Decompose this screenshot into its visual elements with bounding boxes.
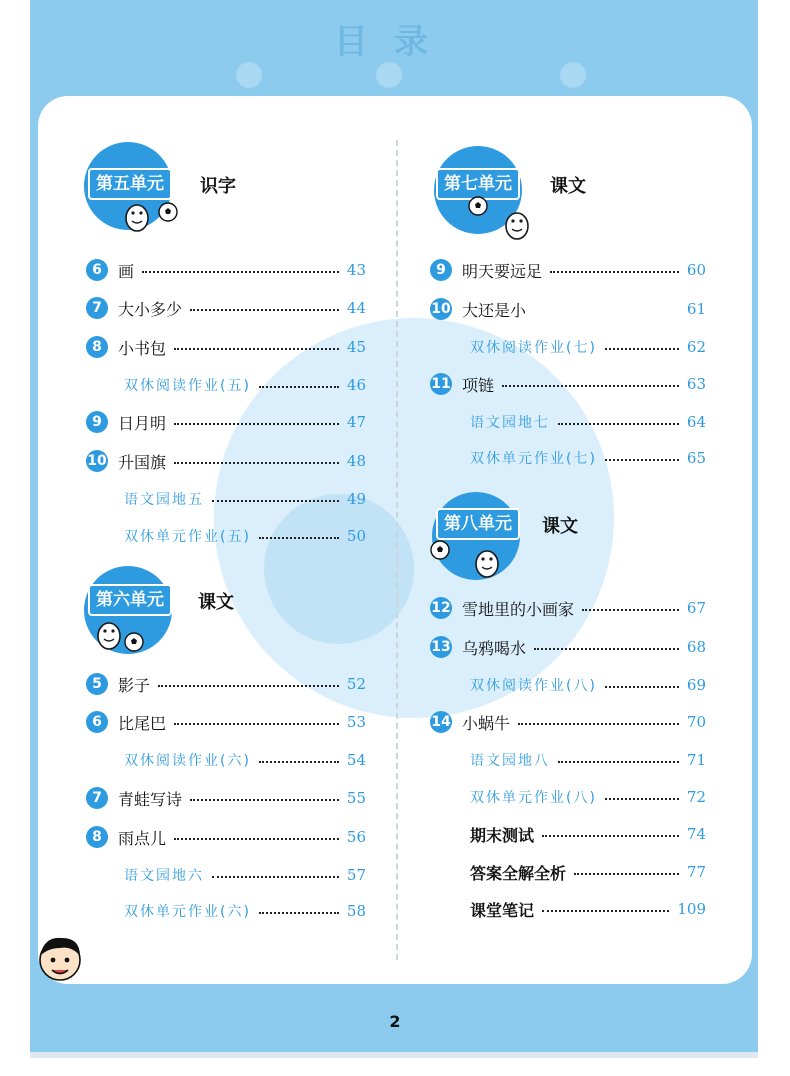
lesson-title: 影子 (118, 675, 151, 695)
toc-entry[interactable] (124, 486, 366, 512)
page-ref: 74 (686, 825, 706, 843)
leader-dots (558, 413, 679, 425)
lesson-number: 13 (430, 636, 452, 658)
toc-entry[interactable] (470, 747, 706, 773)
page-ref: 68 (686, 638, 706, 656)
leader-dots (174, 338, 339, 350)
unit-badge-label: 第六单元 (88, 584, 172, 616)
toc-entry[interactable] (124, 747, 366, 773)
boy-mascot-icon (30, 930, 90, 990)
leader-dots (190, 299, 339, 311)
leader-dots (259, 902, 339, 914)
unit-badge-label: 第七单元 (436, 168, 520, 200)
toc-entry[interactable] (124, 372, 366, 398)
leader-dots (558, 751, 679, 763)
lesson-title: 升国旗 (118, 452, 167, 472)
lesson-number: 14 (430, 711, 452, 733)
soccer-ball-icon (158, 202, 178, 222)
page-ref: 48 (346, 452, 366, 470)
page-ref: 62 (686, 338, 706, 356)
lesson-title: 大小多少 (118, 299, 183, 319)
dinosaur-mascot-icon (472, 542, 502, 578)
unit-badge-label: 第五单元 (88, 168, 172, 200)
soccer-ball-icon (376, 62, 402, 88)
page-ref: 109 (677, 900, 706, 918)
unit-subject: 课文 (542, 516, 578, 537)
soccer-ball-icon (468, 196, 488, 216)
dinosaur-mascot-icon (122, 196, 152, 232)
toc-entry[interactable] (86, 671, 366, 697)
page-shadow (30, 1052, 758, 1058)
homework-title: 语文园地八 (470, 753, 550, 769)
homework-title: 双休单元作业(五) (124, 529, 251, 545)
page-ref: 63 (686, 375, 706, 393)
lesson-title: 大还是小 (462, 300, 527, 320)
contents-card (38, 96, 752, 984)
page-ref: 64 (686, 413, 706, 431)
leader-dots (158, 675, 339, 687)
lesson-title: 小蜗牛 (462, 713, 511, 733)
soccer-ball-icon (560, 62, 586, 88)
leader-dots (542, 900, 669, 912)
lesson-number: 6 (86, 711, 108, 733)
unit-subject: 课文 (550, 176, 586, 197)
leader-dots (534, 638, 679, 650)
lesson-title: 雨点儿 (118, 828, 167, 848)
leader-dots (174, 713, 339, 725)
page-ref: 61 (686, 300, 706, 318)
leader-dots (190, 789, 339, 801)
soccer-ball-icon (236, 62, 262, 88)
lesson-number: 6 (86, 259, 108, 281)
leader-dots (605, 676, 679, 688)
section-title: 期末测试 (470, 825, 535, 845)
homework-title: 双休阅读作业(七) (470, 340, 597, 356)
leader-dots (518, 713, 679, 725)
page-number: 2 (389, 1012, 401, 1031)
lesson-number: 8 (86, 826, 108, 848)
lesson-number: 12 (430, 597, 452, 619)
lesson-number: 10 (86, 450, 108, 472)
homework-title: 语文园地六 (124, 868, 204, 884)
leader-dots (550, 261, 679, 273)
toc-entry[interactable] (124, 523, 366, 549)
page-ref: 49 (346, 490, 366, 508)
lesson-number: 11 (430, 373, 452, 395)
page-ref: 77 (686, 863, 706, 881)
page-ref: 56 (346, 828, 366, 846)
toc-entry[interactable] (470, 672, 706, 698)
toc-entry[interactable] (430, 709, 706, 735)
toc-entry[interactable] (430, 257, 706, 283)
leader-dots (174, 413, 339, 425)
leader-dots (534, 300, 679, 312)
homework-title: 语文园地五 (124, 492, 204, 508)
soccer-ball-icon (124, 632, 144, 652)
toc-entry[interactable] (470, 784, 706, 810)
lesson-title: 比尾巴 (118, 713, 167, 733)
page-ref: 53 (346, 713, 366, 731)
leader-dots (259, 751, 339, 763)
unit-subject: 识字 (200, 176, 236, 197)
toc-entry[interactable] (430, 296, 706, 322)
toc-entry[interactable] (124, 862, 366, 888)
lesson-number: 7 (86, 297, 108, 319)
lesson-number: 5 (86, 673, 108, 695)
page-ref: 72 (686, 788, 706, 806)
homework-title: 双休单元作业(八) (470, 790, 597, 806)
leader-dots (605, 449, 679, 461)
toc-entry[interactable] (86, 785, 366, 811)
unit-subject: 课文 (198, 592, 234, 613)
lesson-title: 乌鸦喝水 (462, 638, 527, 658)
leader-dots (212, 866, 339, 878)
toc-entry[interactable] (470, 334, 706, 360)
page-ref: 46 (346, 376, 366, 394)
page-ref: 67 (686, 599, 706, 617)
soccer-ball-icon (430, 540, 450, 560)
toc-entry[interactable] (86, 257, 366, 283)
section-title: 答案全解全析 (470, 863, 567, 883)
leader-dots (605, 788, 679, 800)
page-ref: 55 (346, 789, 366, 807)
toc-entry[interactable] (86, 448, 366, 474)
lesson-number: 7 (86, 787, 108, 809)
leader-dots (574, 863, 679, 875)
toc-entry[interactable] (430, 595, 706, 621)
lesson-title: 小书包 (118, 338, 167, 358)
column-divider (396, 140, 398, 960)
leader-dots (174, 452, 339, 464)
lesson-title: 明天要远足 (462, 261, 543, 281)
toc-entry[interactable] (470, 859, 706, 885)
toc-entry[interactable] (470, 896, 706, 922)
lesson-title: 日月明 (118, 413, 167, 433)
page-ref: 69 (686, 676, 706, 694)
page-ref: 65 (686, 449, 706, 467)
lesson-number: 10 (430, 298, 452, 320)
page-ref: 47 (346, 413, 366, 431)
page-ref: 52 (346, 675, 366, 693)
toc-entry[interactable] (124, 898, 366, 924)
leader-dots (605, 338, 679, 350)
dinosaur-mascot-icon (502, 204, 532, 240)
page-ref: 50 (346, 527, 366, 545)
toc-entry[interactable] (470, 409, 706, 435)
toc-entry[interactable] (86, 709, 366, 735)
page-ref: 45 (346, 338, 366, 356)
lesson-title: 雪地里的小画家 (462, 599, 575, 619)
homework-title: 语文园地七 (470, 415, 550, 431)
toc-entry[interactable] (86, 334, 366, 360)
page-ref: 44 (346, 299, 366, 317)
leader-dots (174, 828, 339, 840)
toc-entry[interactable] (86, 824, 366, 850)
homework-title: 双休单元作业(六) (124, 904, 251, 920)
page-ref: 54 (346, 751, 366, 769)
watermark-inner-circle (264, 494, 414, 644)
leader-dots (502, 375, 679, 387)
unit-badge-label: 第八单元 (436, 508, 520, 540)
toc-entry[interactable] (430, 371, 706, 397)
page-ref: 70 (686, 713, 706, 731)
leader-dots (212, 490, 339, 502)
page-ref: 58 (346, 902, 366, 920)
leader-dots (142, 261, 339, 273)
homework-title: 双休阅读作业(五) (124, 378, 251, 394)
lesson-number: 9 (430, 259, 452, 281)
lesson-number: 8 (86, 336, 108, 358)
homework-title: 双休阅读作业(六) (124, 753, 251, 769)
toc-entry[interactable] (470, 445, 706, 471)
section-title: 课堂笔记 (470, 900, 535, 920)
lesson-title: 项链 (462, 375, 495, 395)
toc-entry[interactable] (86, 295, 366, 321)
lesson-number: 9 (86, 411, 108, 433)
page-header-title: 目录 (334, 22, 454, 62)
lesson-title: 青蛙写诗 (118, 789, 183, 809)
toc-entry[interactable] (470, 821, 706, 847)
page-ref: 57 (346, 866, 366, 884)
homework-title: 双休阅读作业(八) (470, 678, 597, 694)
toc-entry[interactable] (430, 634, 706, 660)
dinosaur-mascot-icon (94, 614, 124, 650)
leader-dots (259, 376, 339, 388)
toc-entry[interactable] (86, 409, 366, 435)
lesson-title: 画 (118, 261, 135, 281)
leader-dots (582, 599, 679, 611)
homework-title: 双休单元作业(七) (470, 451, 597, 467)
page-ref: 71 (686, 751, 706, 769)
page-ref: 60 (686, 261, 706, 279)
leader-dots (542, 825, 679, 837)
leader-dots (259, 527, 339, 539)
page-ref: 43 (346, 261, 366, 279)
